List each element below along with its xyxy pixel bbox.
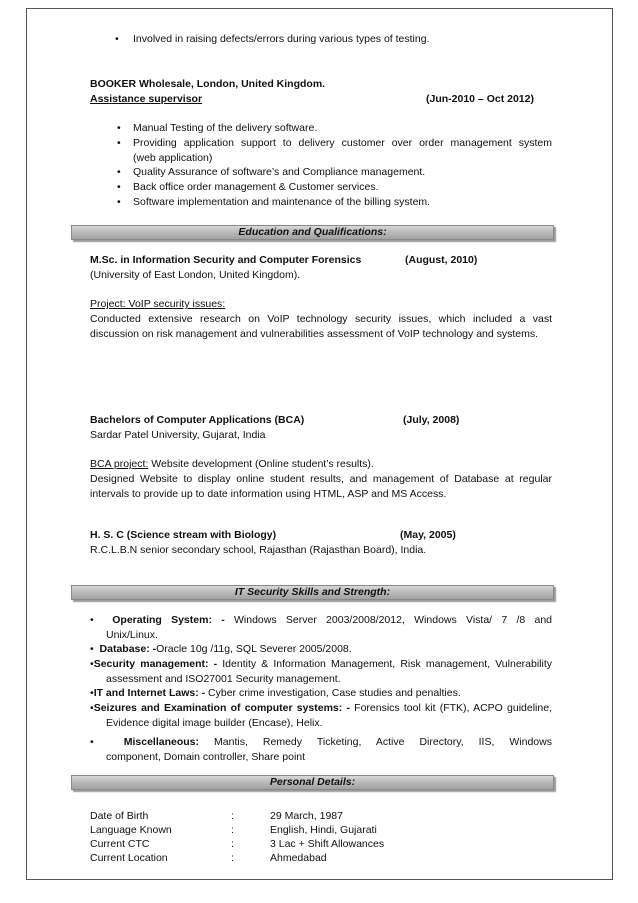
personal-key: Date of Birth (90, 810, 149, 822)
bullet-icon: • (90, 702, 94, 714)
hsc-degree: H. S. C (Science stream with Biology) (90, 529, 277, 541)
personal-key: Language Known (90, 824, 172, 836)
skill-text: Cyber crime investigation, Case studies and penalties. (205, 687, 461, 699)
hsc-line (90, 528, 552, 543)
booker-role: Assistance supervisor (90, 93, 203, 105)
booker-bullet-5: Software implementation and maintenance of the billing system. (133, 196, 431, 208)
personal-value: 29 March, 1987 (270, 810, 343, 822)
personal-value: 3 Lac + Shift Allowances (270, 838, 385, 850)
bullet-icon: • (117, 181, 121, 193)
personal-sep: : (231, 852, 234, 864)
skill-label: Security management: - (93, 658, 218, 670)
booker-bullet-3: Quality Assurance of software’s and Compliance management. (133, 166, 426, 178)
bullet-icon: • (117, 196, 121, 208)
bullet-icon: • (90, 687, 94, 699)
bullet-icon: • (90, 614, 94, 626)
bca-project-line (90, 457, 552, 472)
skill-label: IT and Internet Laws: - (93, 687, 206, 699)
bca-dates: (July, 2008) (403, 414, 460, 426)
booker-dates: (Jun-2010 – Oct 2012) (426, 93, 534, 105)
hsc-dates: (May, 2005) (400, 529, 456, 541)
personal-key: Current CTC (90, 838, 150, 850)
msc-project-desc-1: Conducted extensive research on VoIP technology security issues, which included a vast (90, 313, 552, 325)
bca-desc-1: Designed Website to display online student results, and management of Database at regular (90, 473, 552, 485)
bullet-icon: • (90, 643, 94, 655)
skill-item-os-cont: Unix/Linux. (106, 629, 158, 641)
bca-university: Sardar Patel University, Gujarat, India (90, 429, 266, 441)
personal-sep: : (231, 838, 234, 850)
skill-item-database (90, 642, 552, 657)
skill-item-security-cont: assessment and ISO27001 Security management. (106, 673, 341, 685)
personal-value: English, Hindi, Gujarati (270, 824, 377, 836)
skill-text: Identity & Information Management, Risk management, Vulnerability (217, 658, 552, 670)
msc-project-title: Project: VoIP security issues: (90, 298, 226, 310)
top-bullet-text: Involved in raising defects/errors during various types of testing. (133, 33, 430, 45)
skill-text: Forensics tool kit (FTK), ACPO guideline, (349, 702, 552, 714)
bullet-icon: • (90, 736, 94, 748)
skill-text: Mantis, Remedy Ticketing, Active Directory, IIS, Windows (199, 736, 552, 748)
personal-key: Current Location (90, 852, 168, 864)
personal-section-header (71, 775, 554, 790)
skill-label: Seizures and Examination of computer systems: - (93, 702, 350, 714)
msc-degree: M.Sc. in Information Security and Computer Forensics (90, 254, 362, 266)
skill-label: Operating System: - (112, 614, 225, 626)
skill-label: Miscellaneous: (123, 736, 200, 748)
skill-item-os (90, 613, 552, 628)
personal-section-title: Personal Details: (269, 776, 356, 788)
msc-line (90, 253, 552, 268)
skills-section-header (71, 585, 554, 600)
bca-desc-2: intervals to provide up to date information using HTML, ASP and MS Access. (90, 488, 447, 500)
bca-project-text: Website development (Online student’s results). (148, 458, 374, 470)
skill-item-misc-cont: component, Domain controller, Share point (106, 751, 306, 763)
bullet-icon: • (117, 122, 121, 134)
education-section-header (71, 225, 554, 240)
bullet-icon: • (115, 33, 119, 45)
booker-role-line (90, 92, 552, 107)
msc-university: (University of East London, United Kingdom). (90, 269, 301, 281)
bca-degree: Bachelors of Computer Applications (BCA) (90, 414, 305, 426)
skill-label: Database: - (99, 643, 157, 655)
booker-bullet-2-cont: (web application) (133, 152, 213, 164)
skill-item-misc (90, 735, 552, 750)
skill-item-seizures-cont: Evidence digital image builder (Encase), Helix. (106, 717, 323, 729)
bca-line (90, 413, 552, 428)
booker-company: BOOKER Wholesale, London, United Kingdom. (90, 78, 326, 90)
bca-project-label: BCA project: (90, 458, 149, 470)
msc-project-desc-2: discussion on risk management and vulnerabilities assessment of VoIP technology and systems. (90, 328, 539, 340)
personal-value: Ahmedabad (270, 852, 327, 864)
personal-sep: : (231, 824, 234, 836)
skill-text: Oracle 10g /11g, SQL Severer 2005/2008. (156, 643, 352, 655)
skills-section-title: IT Security Skills and Strength: (234, 586, 391, 598)
skill-text: Windows Server 2003/2008/2012, Windows Vista/ 7 /8 and (224, 614, 552, 626)
bullet-icon: • (117, 137, 121, 149)
msc-dates: (August, 2010) (405, 254, 478, 266)
bullet-icon: • (117, 166, 121, 178)
education-section-title: Education and Qualifications: (238, 226, 387, 238)
booker-bullet-1: Manual Testing of the delivery software. (133, 122, 318, 134)
skill-item-security (90, 657, 552, 672)
bullet-icon: • (90, 658, 94, 670)
personal-sep: : (231, 810, 234, 822)
skill-item-seizures (90, 701, 552, 716)
hsc-school: R.C.L.B.N senior secondary school, Rajasthan (Rajasthan Board), India. (90, 544, 427, 556)
skill-item-laws (90, 686, 552, 701)
booker-bullet-2: Providing application support to delivery customer over order management system (133, 137, 552, 149)
booker-bullet-4: Back office order management & Customer services. (133, 181, 379, 193)
